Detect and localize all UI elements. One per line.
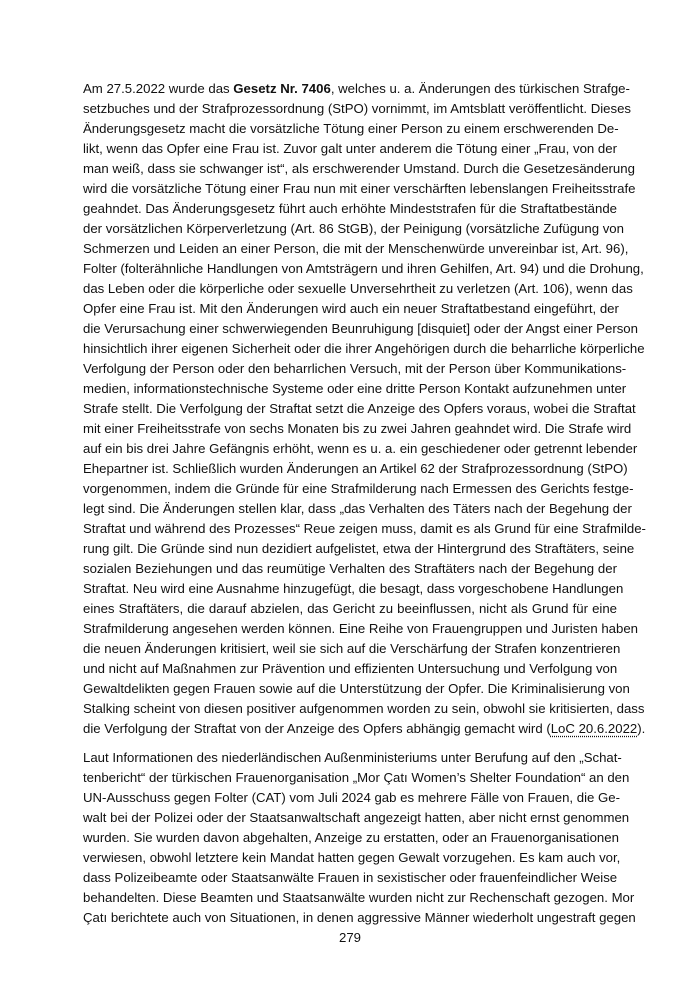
text-line: die Verursachung einer schwerwiegenden Beunruhigung [disquiet] oder der Angst einer Person bbox=[83, 321, 638, 336]
text-line: medien, informationstechnische Systeme oder eine dritte Person Kontakt aufzunehmen unter bbox=[83, 381, 627, 396]
text-line: Stalking scheint von diesen positiver aufgenommen worden zu sein, obwohl sie kritisierten, dass bbox=[83, 701, 645, 716]
text-line: der vorsätzlichen Körperverletzung (Art. 86 StGB), der Peinigung (vorsätzliche Zufügung von bbox=[83, 221, 624, 236]
text-line: Verfolgung der Person oder den beharrlichen Versuch, mit der Person über Kommunikations- bbox=[83, 361, 627, 376]
text-line: legt sind. Die Änderungen stellen klar, dass „das Verhalten des Täters nach der Begehung der bbox=[83, 501, 632, 516]
text-line: Straftat und während des Prozesses“ Reue zeigen muss, damit es als Grund für eine Strafmilde- bbox=[83, 521, 646, 536]
text-line: walt bei der Polizei oder der Staatsanwaltschaft angezeigt hatten, aber nicht ernst genommen bbox=[83, 810, 630, 825]
text-line: rung gilt. Die Gründe sind nun dezidiert aufgelistet, etwa der Hintergrund des Straftäters, seine bbox=[83, 541, 635, 556]
text-line: Opfer eine Frau ist. Mit den Änderungen wird auch ein neuer Straftatbestand eingeführt, der bbox=[83, 301, 619, 316]
text-line: Am 27.5.2022 wurde das Gesetz Nr. 7406, welches u. a. Änderungen des türkischen Strafge- bbox=[83, 81, 630, 96]
text-line: eines Straftäters, die darauf abzielen, das Gericht zu beeinflussen, nicht als Grund für eine bbox=[83, 601, 617, 616]
text-line: Çatı berichtete auch von Situationen, in denen aggressive Männer wiederholt ungestraft gegen bbox=[83, 910, 636, 925]
text-line: UN-Ausschuss gegen Folter (CAT) vom Juli 2024 gab es mehrere Fälle von Frauen, die Ge- bbox=[83, 790, 621, 805]
text-line: Schmerzen und Leiden an einer Person, die mit der Menschenwürde unvereinbar ist, Art. 96), bbox=[83, 241, 629, 256]
text-line: die neuen Änderungen kritisiert, weil sie sich auf die Verschärfung der Strafen konzentrieren bbox=[83, 641, 621, 656]
law-title: Gesetz Nr. 7406 bbox=[233, 81, 331, 96]
paragraph-mor-cati-report bbox=[83, 748, 636, 928]
text-line: hinsichtlich ihrer eigenen Sicherheit oder die ihrer Angehörigen durch die beharrliche körperliche bbox=[83, 341, 645, 356]
text-line: und nicht auf Maßnahmen zur Prävention und effizienten Untersuchung und Verfolgung von bbox=[83, 661, 618, 676]
page-number: 279 bbox=[338, 930, 361, 945]
text-line: likt, wenn das Opfer eine Frau ist. Zuvor galt unter anderem die Tötung einer „Frau, von der bbox=[83, 141, 617, 156]
text-line: vorgenommen, indem die Gründe für eine Strafmilderung nach Ermessen des Gerichts festge- bbox=[83, 481, 634, 496]
source-reference-link[interactable]: LoC 20.6.2022 bbox=[550, 721, 638, 736]
text-line: behandelten. Diese Beamten und Staatsanwälte wurden nicht zur Rechenschaft gezogen. Mor bbox=[83, 890, 635, 905]
text-line: Gewaltdelikten gegen Frauen sowie auf die Unterstützung der Opfer. Die Kriminalisierung von bbox=[83, 681, 630, 696]
text-line: Änderungsgesetz macht die vorsätzliche Tötung einer Person zu einem erschwerenden De- bbox=[83, 121, 619, 136]
text-line: wurden. Sie wurden davon abgehalten, Anzeige zu erstatten, oder an Frauenorganisationen bbox=[83, 830, 619, 845]
text-line: Folter (folterähnliche Handlungen von Amtsträgern und ihren Gehilfen, Art. 94) und die Drohung, bbox=[83, 261, 644, 276]
text-line: verwiesen, obwohl letztere kein Mandat hatten gegen Gewalt vorzugehen. Es kam auch vor, bbox=[83, 850, 621, 865]
text-line: man weiß, dass sie schwanger ist“, als erschwerender Umstand. Durch die Gesetzesänderung bbox=[83, 161, 635, 176]
text-line: setzbuches und der Strafprozessordnung (StPO) vornimmt, im Amtsblatt veröffentlicht. Dieses bbox=[83, 101, 632, 116]
text-line: dass Polizeibeamte oder Staatsanwälte Frauen in sexistischer oder frauenfeindlicher Weise bbox=[83, 870, 618, 885]
text-line: Strafmilderung angesehen werden können. Eine Reihe von Frauengruppen und Juristen haben bbox=[83, 621, 638, 636]
text-line: mit einer Freiheitsstrafe von sechs Monaten bis zu zwei Jahren geahndet wird. Die Strafe wird bbox=[83, 421, 632, 436]
paragraph-gesetz-7406 bbox=[83, 79, 646, 739]
body-text bbox=[83, 79, 646, 928]
text-line: die Verfolgung der Straftat von der Anzeige des Opfers abhängig gemacht wird (LoC 20.6.2022). bbox=[83, 721, 646, 736]
text-line: auf ein bis drei Jahre Gefängnis erhöht, wenn es u. a. ein geschiedener oder getrennt lebender bbox=[83, 441, 638, 456]
text-line: das Leben oder die körperliche oder sexuelle Unversehrtheit zu verletzen (Art. 106), wenn das bbox=[83, 281, 633, 296]
text-line: tenbericht“ der türkischen Frauenorganisation „Mor Çatı Women’s Shelter Foundation“ an den bbox=[83, 770, 630, 785]
text-line: sozialen Beziehungen und das reumütige Verhalten des Straftäters nach der Begehung der bbox=[83, 561, 617, 576]
text-line: Ehepartner ist. Schließlich wurden Änderungen an Artikel 62 der Strafprozessordnung (StPO) bbox=[83, 461, 628, 476]
text-line: Laut Informationen des niederländischen Außenministeriums unter Berufung auf den „Schat- bbox=[83, 750, 622, 765]
text-line: geahndet. Das Änderungsgesetz führt auch erhöhte Mindeststrafen für die Straftatbestände bbox=[83, 201, 617, 216]
text-line: wird die vorsätzliche Tötung einer Frau nun mit einer verschärften lebenslangen Freiheitsstrafe bbox=[83, 181, 636, 196]
text-line: Straftat. Neu wird eine Ausnahme hinzugefügt, die besagt, dass vorgeschobene Handlungen bbox=[83, 581, 624, 596]
text-line: Strafe stellt. Die Verfolgung der Straftat setzt die Anzeige des Opfers voraus, wobei die Straftat bbox=[83, 401, 636, 416]
